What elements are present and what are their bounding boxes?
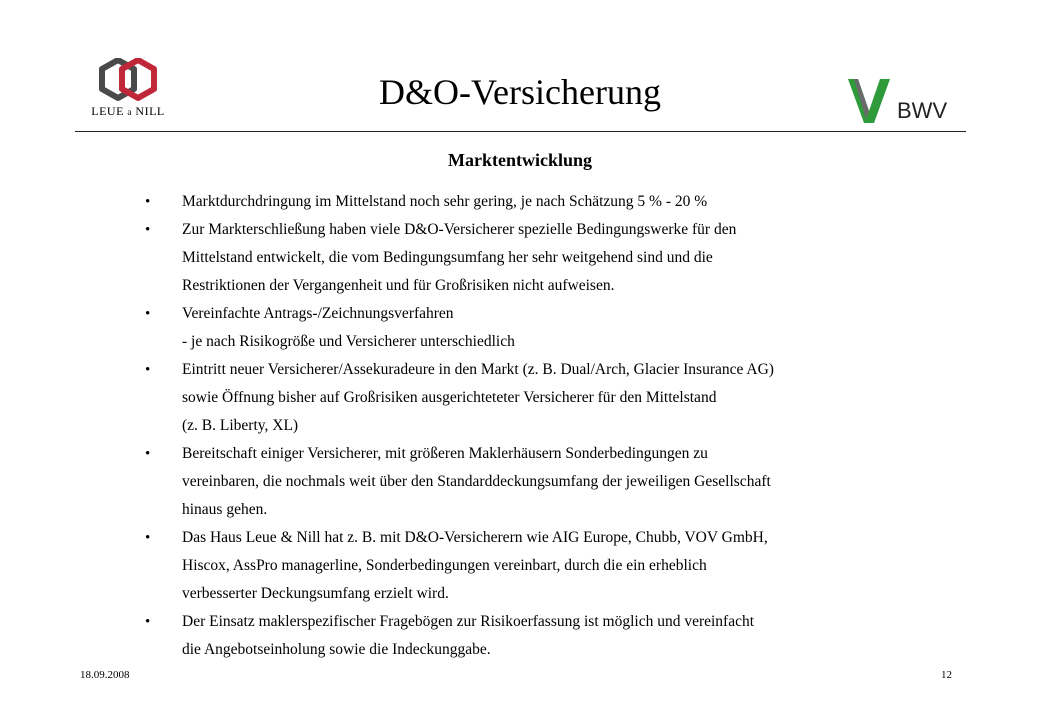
bwv-v-icon (845, 75, 895, 125)
bullet-dot-icon: • (145, 194, 151, 210)
hexagon-logo-icon (96, 58, 160, 102)
bullet-line: verbesserter Deckungsumfang erzielt wird. (182, 585, 449, 602)
bullet-item (145, 216, 945, 300)
bwv-text: BWV (897, 98, 948, 123)
page-number: 12 (941, 669, 952, 681)
bullet-item (145, 608, 945, 664)
bullet-line: Marktdurchdringung im Mittelstand noch sehr gering, je nach Schätzung 5 % - 20 % (182, 193, 708, 210)
bullet-line: Das Haus Leue & Nill hat z. B. mit D&O-Versicherern wie AIG Europe, Chubb, VOV GmbH, (182, 529, 768, 546)
bwv-logo (845, 75, 965, 127)
bullet-line: Restriktionen der Vergangenheit und für Großrisiken nicht aufweisen. (182, 277, 615, 294)
bullet-line: (z. B. Liberty, XL) (182, 417, 299, 434)
bullet-item (145, 356, 945, 440)
section-subtitle: Marktentwicklung (448, 150, 592, 170)
bullet-line: sowie Öffnung bisher auf Großrisiken ausgerichteteter Versicherer für den Mittelstand (182, 389, 717, 406)
bullet-line: die Angebotseinholung sowie die Indeckunggabe. (182, 641, 491, 658)
bullet-line: vereinbaren, die nochmals weit über den Standarddeckungsumfang der jeweiligen Gesellschaft (182, 473, 771, 490)
page-title: D&O-Versicherung (379, 72, 661, 112)
bullet-line: Mittelstand entwickelt, die vom Bedingungsumfang her sehr weitgehend sind und die (182, 249, 713, 266)
bullet-line: Eintritt neuer Versicherer/Assekuradeure in den Markt (z. B. Dual/Arch, Glacier Insurance AG) (182, 361, 774, 378)
bullet-line: - je nach Risikogröße und Versicherer unterschiedlich (182, 333, 515, 350)
bullet-line: hinaus gehen. (182, 501, 268, 518)
logo-wordmark: LEUE a NILL (91, 104, 165, 118)
header-divider (75, 131, 966, 132)
bullet-line: Der Einsatz maklerspezifischer Fragebögen zur Risikoerfassung ist möglich und vereinfacht (182, 613, 755, 630)
bullet-dot-icon: • (145, 306, 151, 322)
bullet-line: Vereinfachte Antrags-/Zeichnungsverfahren (182, 305, 454, 322)
bullet-item (145, 300, 945, 356)
bullet-line: Hiscox, AssPro managerline, Sonderbedingungen vereinbart, durch die ein erheblich (182, 557, 707, 574)
footer-date: 18.09.2008 (80, 669, 130, 681)
bullet-item (145, 188, 945, 216)
bullet-dot-icon: • (145, 446, 151, 462)
bullet-line: Bereitschaft einiger Versicherer, mit größeren Maklerhäusern Sonderbedingungen zu (182, 445, 708, 462)
bullet-dot-icon: • (145, 614, 151, 630)
bullet-list (145, 188, 945, 664)
bullet-line: Zur Markterschließung haben viele D&O-Versicherer spezielle Bedingungswerke für den (182, 221, 737, 238)
bullet-dot-icon: • (145, 222, 151, 238)
bullet-dot-icon: • (145, 530, 151, 546)
bullet-item (145, 524, 945, 608)
bullet-item (145, 440, 945, 524)
bullet-dot-icon: • (145, 362, 151, 378)
leue-nill-logo (78, 58, 178, 122)
